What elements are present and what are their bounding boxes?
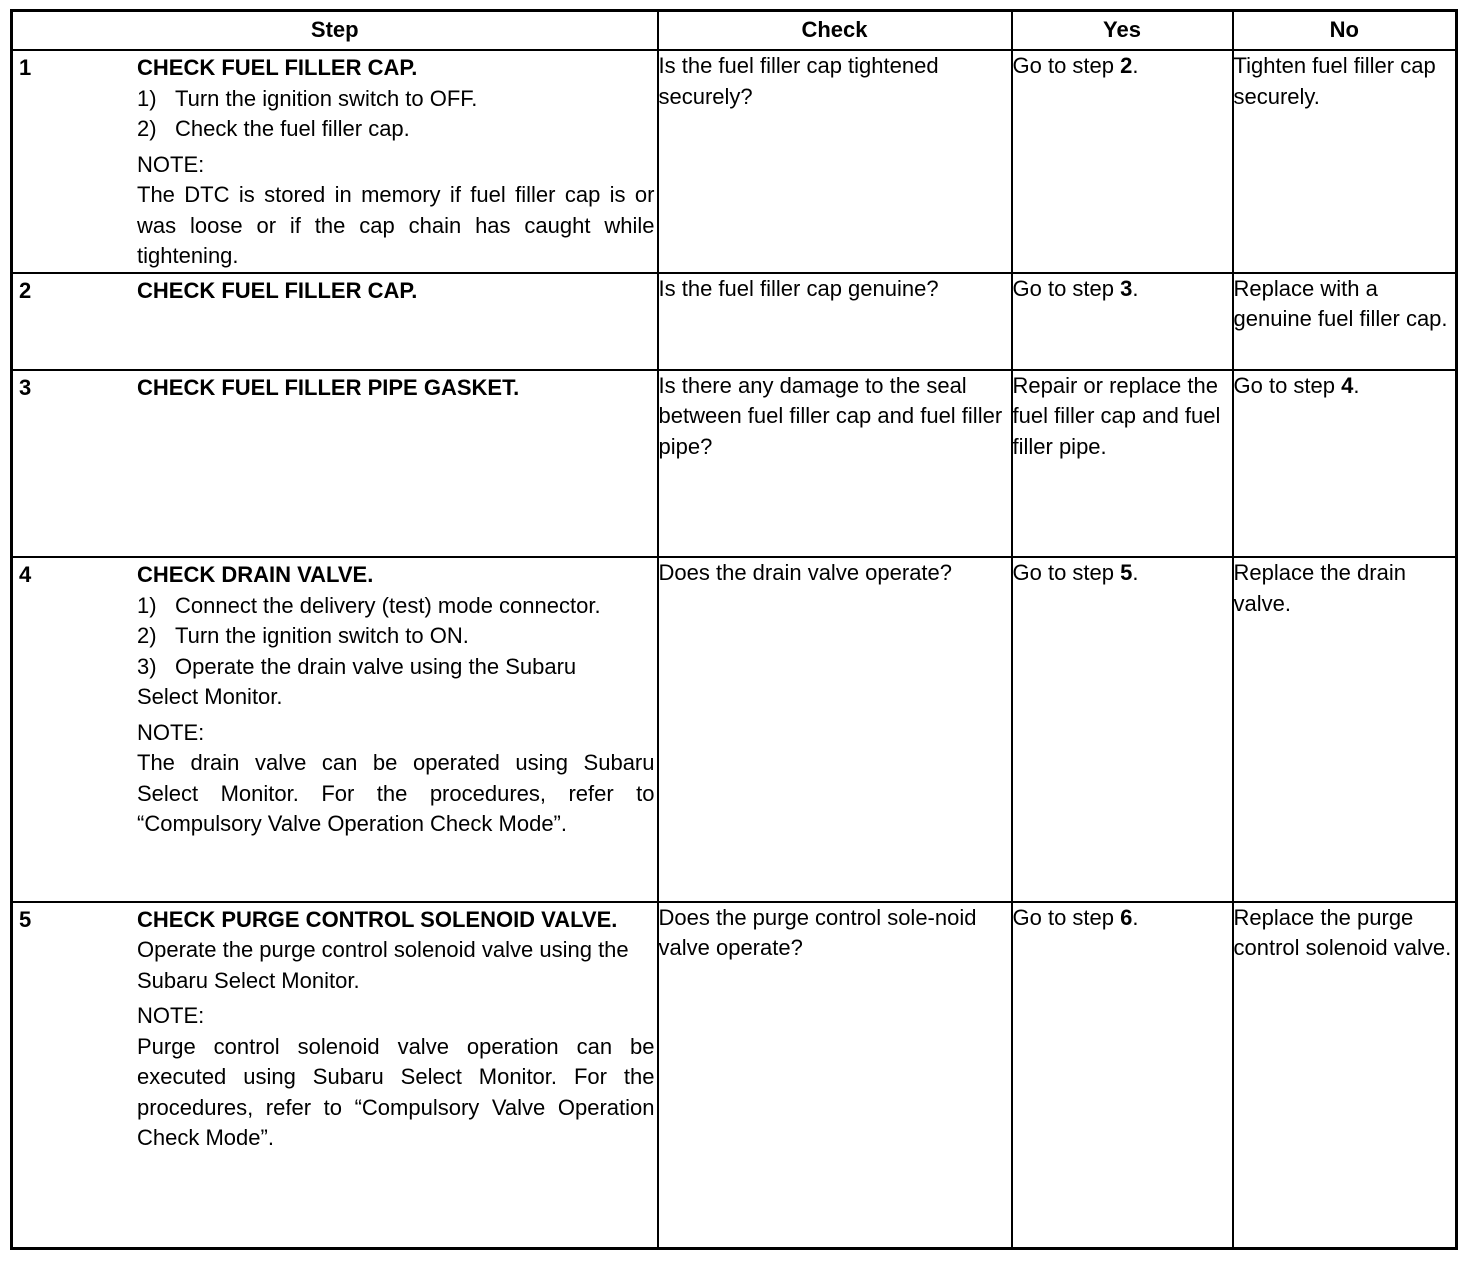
step-number: 2 bbox=[19, 277, 32, 303]
step-instruction: Operate the purge control solenoid valve using the Subaru Select Monitor. bbox=[137, 937, 629, 993]
table-row bbox=[12, 557, 1457, 901]
step-number: 1 bbox=[19, 55, 32, 80]
step-reference: 4 bbox=[1341, 372, 1354, 398]
step-title: CHECK DRAIN VALVE. bbox=[137, 562, 374, 588]
step-cell bbox=[12, 902, 658, 1249]
header-yes: Yes bbox=[1012, 11, 1233, 51]
substep: 3) Operate the drain valve using the Subaru bbox=[137, 653, 577, 679]
no-cell: Replace the drain valve. bbox=[1233, 557, 1457, 901]
header-step: Step bbox=[12, 11, 658, 51]
check-cell: Is the fuel filler cap genuine? bbox=[658, 273, 1012, 370]
note-text: The DTC is stored in memory if fuel filler cap is or was loose or if the cap chain has caught while tightening. bbox=[137, 182, 655, 268]
header-check: Check bbox=[658, 11, 1012, 51]
note-text: Purge control solenoid valve operation can be executed using Subaru Select Monitor. For the procedures, refer to “Compulsory Valve Operation Check Mode”. bbox=[137, 1033, 655, 1151]
step-title: CHECK FUEL FILLER PIPE GASKET. bbox=[137, 374, 520, 400]
substep: 2) Check the fuel filler cap. bbox=[137, 116, 410, 141]
note-label: NOTE: bbox=[137, 1003, 205, 1029]
step-cell bbox=[12, 273, 658, 370]
step-number: 5 bbox=[19, 906, 32, 932]
substep: 1) Turn the ignition switch to OFF. bbox=[137, 85, 478, 111]
step-reference: 3 bbox=[1120, 275, 1133, 301]
step-cell bbox=[12, 370, 658, 557]
no-cell: Tighten fuel filler cap securely. bbox=[1233, 50, 1457, 273]
yes-cell: Repair or replace the fuel filler cap and fuel filler pipe. bbox=[1012, 370, 1233, 557]
step-reference: 5 bbox=[1120, 560, 1133, 586]
step-reference: 2 bbox=[1120, 53, 1133, 78]
substep-continuation: Select Monitor. bbox=[137, 684, 283, 710]
check-cell: Is the fuel filler cap tightened securely? bbox=[658, 50, 1012, 273]
substep: 1) Connect the delivery (test) mode connector. bbox=[137, 592, 601, 618]
step-cell bbox=[12, 557, 658, 901]
yes-cell: Go to step 2. bbox=[1012, 50, 1233, 273]
table-row bbox=[12, 50, 1457, 273]
note-label: NOTE: bbox=[137, 151, 205, 177]
diagnostic-procedure-table bbox=[10, 9, 1458, 1250]
table-row bbox=[12, 273, 1457, 370]
step-title: CHECK PURGE CONTROL SOLENOID VALVE. bbox=[137, 906, 618, 932]
note-text: The drain valve can be operated using Subaru Select Monitor. For the procedures, refer to “Compulsory Valve Operation Check Mode”. bbox=[137, 750, 655, 837]
header-row bbox=[12, 11, 1457, 51]
header-no: No bbox=[1233, 11, 1457, 51]
step-title: CHECK FUEL FILLER CAP. bbox=[137, 277, 418, 303]
step-title: CHECK FUEL FILLER CAP. bbox=[137, 55, 418, 80]
no-cell: Go to step 4. bbox=[1233, 370, 1457, 557]
substep: 2) Turn the ignition switch to ON. bbox=[137, 623, 469, 649]
yes-cell: Go to step 6. bbox=[1012, 902, 1233, 1249]
no-cell: Replace with a genuine fuel filler cap. bbox=[1233, 273, 1457, 370]
no-cell: Replace the purge control solenoid valve. bbox=[1233, 902, 1457, 1249]
step-number: 4 bbox=[19, 562, 32, 588]
step-number: 3 bbox=[19, 374, 32, 400]
check-cell: Does the drain valve operate? bbox=[658, 557, 1012, 901]
yes-cell: Go to step 5. bbox=[1012, 557, 1233, 901]
yes-cell: Go to step 3. bbox=[1012, 273, 1233, 370]
step-reference: 6 bbox=[1120, 904, 1133, 930]
note-label: NOTE: bbox=[137, 719, 205, 745]
table-row bbox=[12, 902, 1457, 1249]
table-row bbox=[12, 370, 1457, 557]
check-cell: Does the purge control sole-noid valve operate? bbox=[658, 902, 1012, 1249]
check-cell: Is there any damage to the seal between fuel filler cap and fuel filler pipe? bbox=[658, 370, 1012, 557]
step-cell bbox=[12, 50, 658, 273]
